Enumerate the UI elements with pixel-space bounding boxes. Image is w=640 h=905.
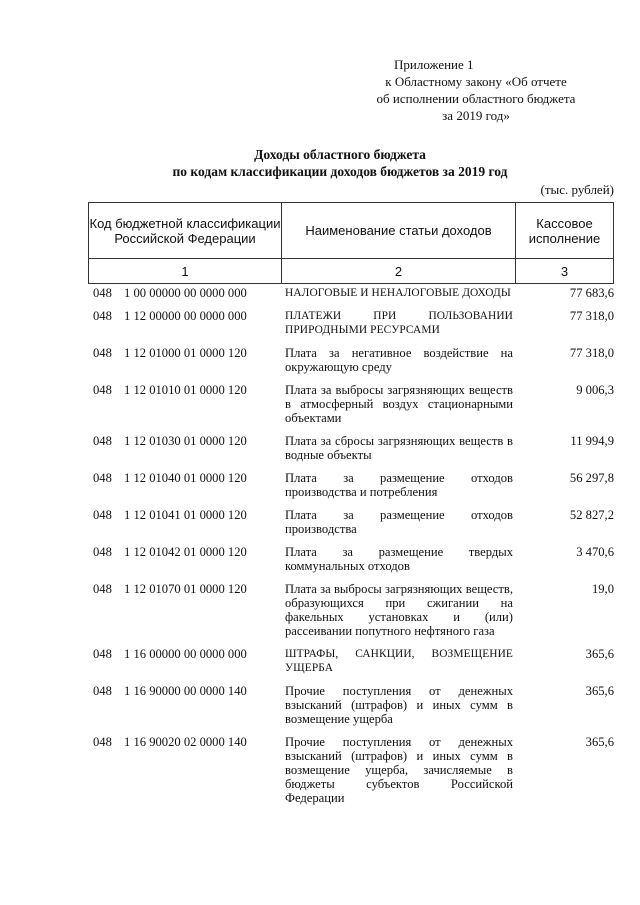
table-row xyxy=(88,346,614,374)
table-row xyxy=(88,684,614,726)
revenue-name: НАЛОГОВЫЕ И НЕНАЛОГОВЫЕ ДОХОДЫ xyxy=(285,287,511,299)
table-row xyxy=(88,647,614,675)
units-label: (тыс. рублей) xyxy=(540,182,614,197)
revenue-name: Прочие поступления от денежных взысканий (штрафов) и иных сумм в возмещение ущерба xyxy=(285,684,513,726)
table-body xyxy=(88,286,614,814)
table-row xyxy=(88,545,614,573)
appendix-number: Приложение 1 xyxy=(394,57,474,72)
admin-code: 048 xyxy=(93,434,112,448)
classification-code: 1 12 00000 00 0000 000 xyxy=(124,309,247,323)
header-code: Код бюджетной классификации Российской Федерации xyxy=(89,203,282,258)
header-row xyxy=(89,203,613,258)
admin-code: 048 xyxy=(93,346,112,360)
document-title xyxy=(90,146,590,180)
admin-code: 048 xyxy=(93,309,112,323)
column-number-row xyxy=(89,258,613,284)
header-amount: Кассовое исполнение xyxy=(528,215,601,246)
admin-code: 048 xyxy=(93,471,112,485)
classification-code: 1 12 01040 01 0000 120 xyxy=(124,471,247,485)
cash-execution-amount: 77 318,0 xyxy=(569,346,614,360)
cash-execution-amount: 56 297,8 xyxy=(569,471,614,485)
classification-code: 1 12 01070 01 0000 120 xyxy=(124,582,247,596)
revenue-name: Плата за размещение отходов производства и потребления xyxy=(285,471,513,499)
appendix-law-line: к Областному закону «Об отчете xyxy=(385,74,567,89)
cash-execution-amount: 77 318,0 xyxy=(569,309,614,323)
admin-code: 048 xyxy=(93,545,112,559)
classification-code: 1 16 90020 02 0000 140 xyxy=(124,735,247,749)
table-row xyxy=(88,309,614,337)
revenue-name: Плата за выбросы загрязняющих веществ в атмосферный воздух стационарными объектами xyxy=(285,383,513,425)
table-row xyxy=(88,471,614,499)
cash-execution-amount: 77 683,6 xyxy=(569,286,614,300)
classification-code: 1 16 90000 00 0000 140 xyxy=(124,684,247,698)
classification-code: 1 12 01000 01 0000 120 xyxy=(124,346,247,360)
admin-code: 048 xyxy=(93,383,112,397)
appendix-law-line: за 2019 год» xyxy=(442,108,510,123)
appendix-law-line: об исполнении областного бюджета xyxy=(376,91,576,106)
revenue-name: Плата за размещение отходов производства xyxy=(285,508,513,536)
classification-code: 1 12 01041 01 0000 120 xyxy=(124,508,247,522)
cash-execution-amount: 365,6 xyxy=(585,735,614,749)
admin-code: 048 xyxy=(93,684,112,698)
header-name: Наименование статьи доходов xyxy=(282,203,516,258)
admin-code: 048 xyxy=(93,508,112,522)
admin-code: 048 xyxy=(93,582,112,596)
classification-code: 1 16 00000 00 0000 000 xyxy=(124,647,247,661)
admin-code: 048 xyxy=(93,735,112,749)
table-header xyxy=(88,202,614,284)
classification-code: 1 12 01042 01 0000 120 xyxy=(124,545,247,559)
title-line: по кодам классификации доходов бюджетов за 2019 год xyxy=(172,164,508,179)
column-number: 1 xyxy=(89,259,282,283)
revenue-name: ПЛАТЕЖИ ПРИ ПОЛЬЗОВАНИИ ПРИРОДНЫМИ РЕСУРСАМИ xyxy=(285,310,513,336)
classification-code: 1 00 00000 00 0000 000 xyxy=(124,286,247,300)
column-number: 3 xyxy=(560,263,569,279)
revenue-name: Прочие поступления от денежных взысканий (штрафов) и иных сумм в возмещение ущерба, зачисляемые в бюджеты субъектов Российской Федерации xyxy=(285,735,513,805)
revenue-name: ШТРАФЫ, САНКЦИИ, ВОЗМЕЩЕНИЕ УЩЕРБА xyxy=(285,648,513,674)
table-row xyxy=(88,383,614,425)
admin-code: 048 xyxy=(93,286,112,300)
revenue-name: Плата за размещение твердых коммунальных отходов xyxy=(285,545,513,573)
appendix-note xyxy=(360,56,592,124)
table-row xyxy=(88,434,614,462)
classification-code: 1 12 01030 01 0000 120 xyxy=(124,434,247,448)
cash-execution-amount: 19,0 xyxy=(591,582,614,596)
cash-execution-amount: 365,6 xyxy=(585,684,614,698)
table-row xyxy=(88,582,614,638)
title-line: Доходы областного бюджета xyxy=(254,147,426,162)
revenue-name: Плата за выбросы загрязняющих веществ, образующихся при сжигании на факельных установках и (или) рассеивании попутного нефтяного газа xyxy=(285,582,513,638)
column-number: 2 xyxy=(282,259,516,283)
cash-execution-amount: 11 994,9 xyxy=(570,434,614,448)
cash-execution-amount: 365,6 xyxy=(585,647,614,661)
revenue-name: Плата за негативное воздействие на окружающую среду xyxy=(285,346,513,374)
table-row xyxy=(88,286,614,300)
classification-code: 1 12 01010 01 0000 120 xyxy=(124,383,247,397)
cash-execution-amount: 9 006,3 xyxy=(576,383,614,397)
table-row xyxy=(88,508,614,536)
cash-execution-amount: 3 470,6 xyxy=(576,545,614,559)
admin-code: 048 xyxy=(93,647,112,661)
table-row xyxy=(88,735,614,805)
cash-execution-amount: 52 827,2 xyxy=(569,508,614,522)
revenue-name: Плата за сбросы загрязняющих веществ в водные объекты xyxy=(285,434,513,462)
